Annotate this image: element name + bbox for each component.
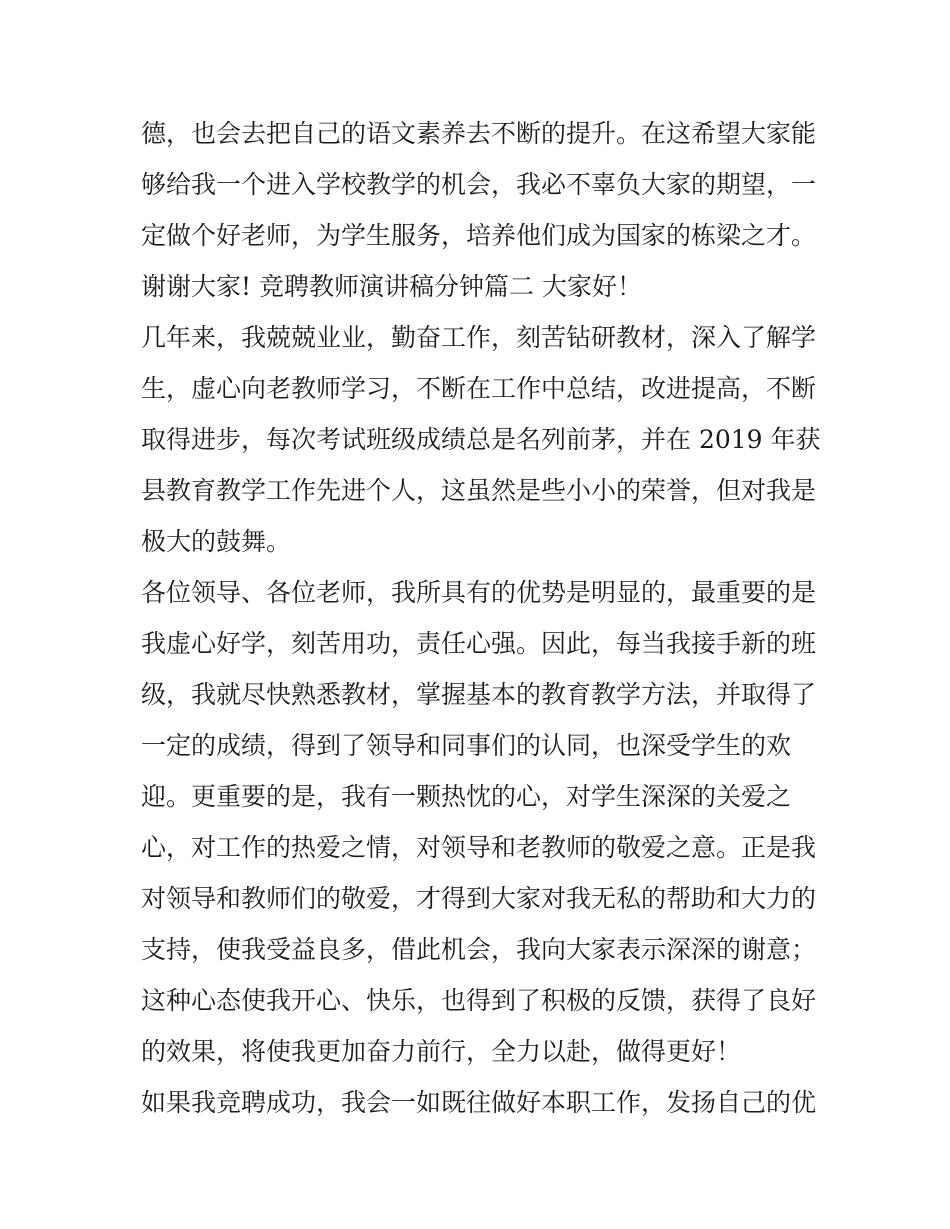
text-line: 这种心态使我开心、快乐，也得到了积极的反馈，获得了良好	[141, 986, 817, 1015]
text-line: 县教育教学工作先进个人，这虽然是些小小的荣誉，但对我是	[141, 476, 817, 505]
text-line: 够给我一个进入学校教学的机会，我必不辜负大家的期望，一	[141, 170, 817, 199]
text-line: 几年来，我兢兢业业，勤奋工作，刻苦钻研教材，深入了解学	[141, 323, 817, 352]
text-line: 极大的鼓舞。	[141, 527, 292, 556]
text-line: 一定的成绩，得到了领导和同事们的认同，也深受学生的欢	[141, 731, 792, 760]
text-line: 谢谢大家! 竞聘教师演讲稿分钟篇二 大家好！	[141, 272, 642, 301]
text-line: 定做个好老师，为学生服务，培养他们成为国家的栋梁之才。	[141, 221, 817, 250]
text-line: 各位领导、各位老师，我所具有的优势是明显的，最重要的是	[141, 578, 817, 607]
text-line: 我虚心好学，刻苦用功，责任心强。因此，每当我接手新的班	[141, 629, 817, 658]
text-line: 级，我就尽快熟悉教材，掌握基本的教育教学方法，并取得了	[141, 680, 817, 709]
text-line: 支持，使我受益良多，借此机会，我向大家表示深深的谢意；	[141, 935, 817, 964]
text-line: 德，也会去把自己的语文素养去不断的提升。在这希望大家能	[141, 119, 817, 148]
body-text	[141, 108, 821, 1128]
text-line: 取得进步，每次考试班级成绩总是名列前茅，并在 2019 年获	[141, 425, 821, 454]
text-line: 迎。更重要的是，我有一颗热忱的心，对学生深深的关爱之	[141, 782, 792, 811]
text-line: 生，虚心向老教师学习，不断在工作中总结，改进提高，不断	[141, 374, 817, 403]
text-line: 心，对工作的热爱之情，对领导和老教师的敬爱之意。正是我	[141, 833, 817, 862]
text-line: 对领导和教师们的敬爱，才得到大家对我无私的帮助和大力的	[141, 884, 817, 913]
text-line: 的效果，将使我更加奋力前行，全力以赴，做得更好！	[141, 1037, 742, 1066]
text-line: 如果我竞聘成功，我会一如既往做好本职工作，发扬自己的优	[141, 1088, 817, 1117]
